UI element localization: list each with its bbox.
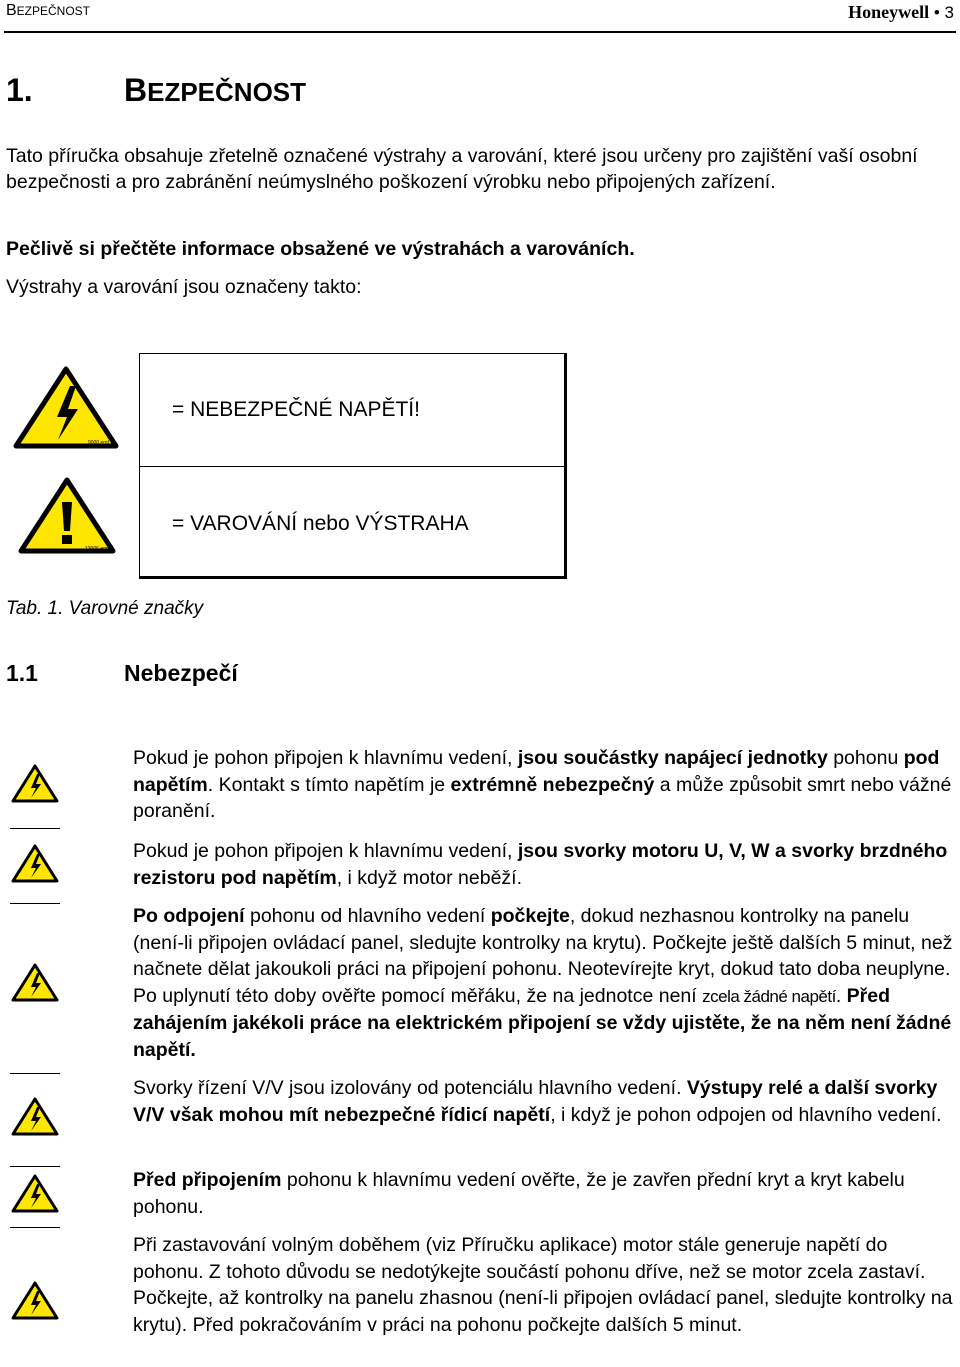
section-heading (6, 660, 238, 687)
warning-separator (10, 1073, 60, 1074)
warning-text-motor-terminals: Pokud je pohon připojen k hlavnímu vedení, jsou svorky motoru U, V, W a svorky brzdného rezistoru pod napětím, i když motor neběží. (133, 840, 948, 889)
running-header-right (848, 2, 954, 23)
warning-text-control-io: Svorky řízení V/V jsou izolovány od potenciálu hlavního vedení. Výstupy relé a další svorky V/V však mohou mít nebezpečné řídicí napětí, i když je pohon odpojen od hlavního vedení. (133, 1077, 942, 1126)
warning-text-supply-live: Pokud je pohon připojen k hlavnímu vedení, jsou součástky napájecí jednotky pohonu pod napětím. Kontakt s tímto napětím je extrémně nebezpečný a může způsobit smrt nebo vážné poranění. (133, 747, 952, 822)
high-voltage-warning-icon (10, 1173, 60, 1215)
svg-text:9000.emf: 9000.emf (88, 440, 109, 446)
warning-text-coasting: Při zastavování volným doběhem (viz Příručku aplikace) motor stále generuje napětí do pohonu. Z tohoto důvodu se nedotýkejte součástí pohonu dříve, než se motor zcela zastaví. Počkejte, až kontrolky na panelu zhasnou (není-li připojen ovládací panel, sledujte kontrolky na krytu). Před pokračováním v práci na pohonu počkejte dalších 5 minut. (133, 1234, 953, 1336)
warning-separator (10, 828, 60, 829)
high-voltage-warning-icon (10, 1096, 60, 1138)
warning-signs-table (85, 353, 567, 579)
svg-text:13006.emf: 13006.emf (85, 546, 109, 552)
svg-text:9000.emf: 9000.emf (46, 1317, 57, 1320)
high-voltage-warning-icon (10, 843, 60, 885)
high-voltage-warning-icon (10, 763, 60, 805)
intro-signs-lead: Výstrahy a varování jsou označeny takto: (6, 276, 362, 298)
header-rule (4, 31, 956, 33)
svg-text:9000.emf: 9000.emf (46, 1210, 57, 1213)
warning-text-covers: Před připojením pohonu k hlavnímu vedení ověřte, že je zavřen přední kryt a kryt kabelu pohonu. (133, 1169, 905, 1218)
table-row-voltage (88, 354, 564, 466)
warning-separator (10, 1166, 60, 1167)
brand-logo: Honeywell (848, 2, 930, 22)
high-voltage-warning-icon (10, 1280, 60, 1322)
general-warning-icon (17, 475, 117, 557)
section-number: 1.1 (6, 660, 38, 686)
voltage-sign-label: = NEBEZPEČNÉ NAPĚTÍ! (172, 398, 420, 421)
header-bullet: • (933, 3, 940, 22)
warning-separator (10, 1227, 60, 1228)
intro-emphasis: Pečlivě si přečtěte informace obsažené ve výstrahách a varováních. (6, 238, 635, 260)
warning-sign-label: = VAROVÁNÍ nebo VÝSTRAHA (172, 512, 469, 535)
chapter-number: 1. (6, 72, 33, 108)
page-number: 3 (944, 3, 954, 22)
running-header-section: BEZPEČNOST (6, 2, 91, 19)
table-row-warning (85, 467, 564, 577)
chapter-heading: 1. BEZPEČNOST (6, 72, 307, 108)
section-title: Nebezpečí (124, 660, 238, 686)
high-voltage-warning-icon (12, 364, 120, 452)
svg-text:9000.emf: 9000.emf (46, 1133, 57, 1136)
svg-text:9000.emf: 9000.emf (46, 999, 57, 1002)
high-voltage-warning-icon (10, 962, 60, 1004)
svg-text:9000.emf: 9000.emf (46, 800, 57, 803)
intro-paragraph: Tato příručka obsahuje zřetelně označené výstrahy a varování, které jsou určeny pro zajištění vaší osobní bezpečnosti a pro zabránění neúmyslného poškození výrobku nebo připojených zařízení. (6, 145, 918, 193)
warning-text-disconnect-wait: Po odpojení pohonu od hlavního vedení počkejte, dokud nezhasnou kontrolky na panelu (není-li připojen ovládací panel, sledujte kontrolky na krytu). Počkejte ještě dalších 5 minut, než načnete dělat jakoukoli práci na připojení pohonu. Neotevírejte kryt, dokud tato doba neuplyne. Po uplynutí této doby ověřte pomocí měřáku, že na jednotce není zcela žádné napětí. Před zahájením jakékoli práce na elektrickém připojení se vždy ujistěte, že na něm není žádné napětí. (133, 905, 953, 1061)
warning-separator (10, 903, 60, 904)
table-caption: Tab. 1. Varovné značky (6, 598, 204, 619)
svg-text:9000.emf: 9000.emf (46, 880, 57, 883)
